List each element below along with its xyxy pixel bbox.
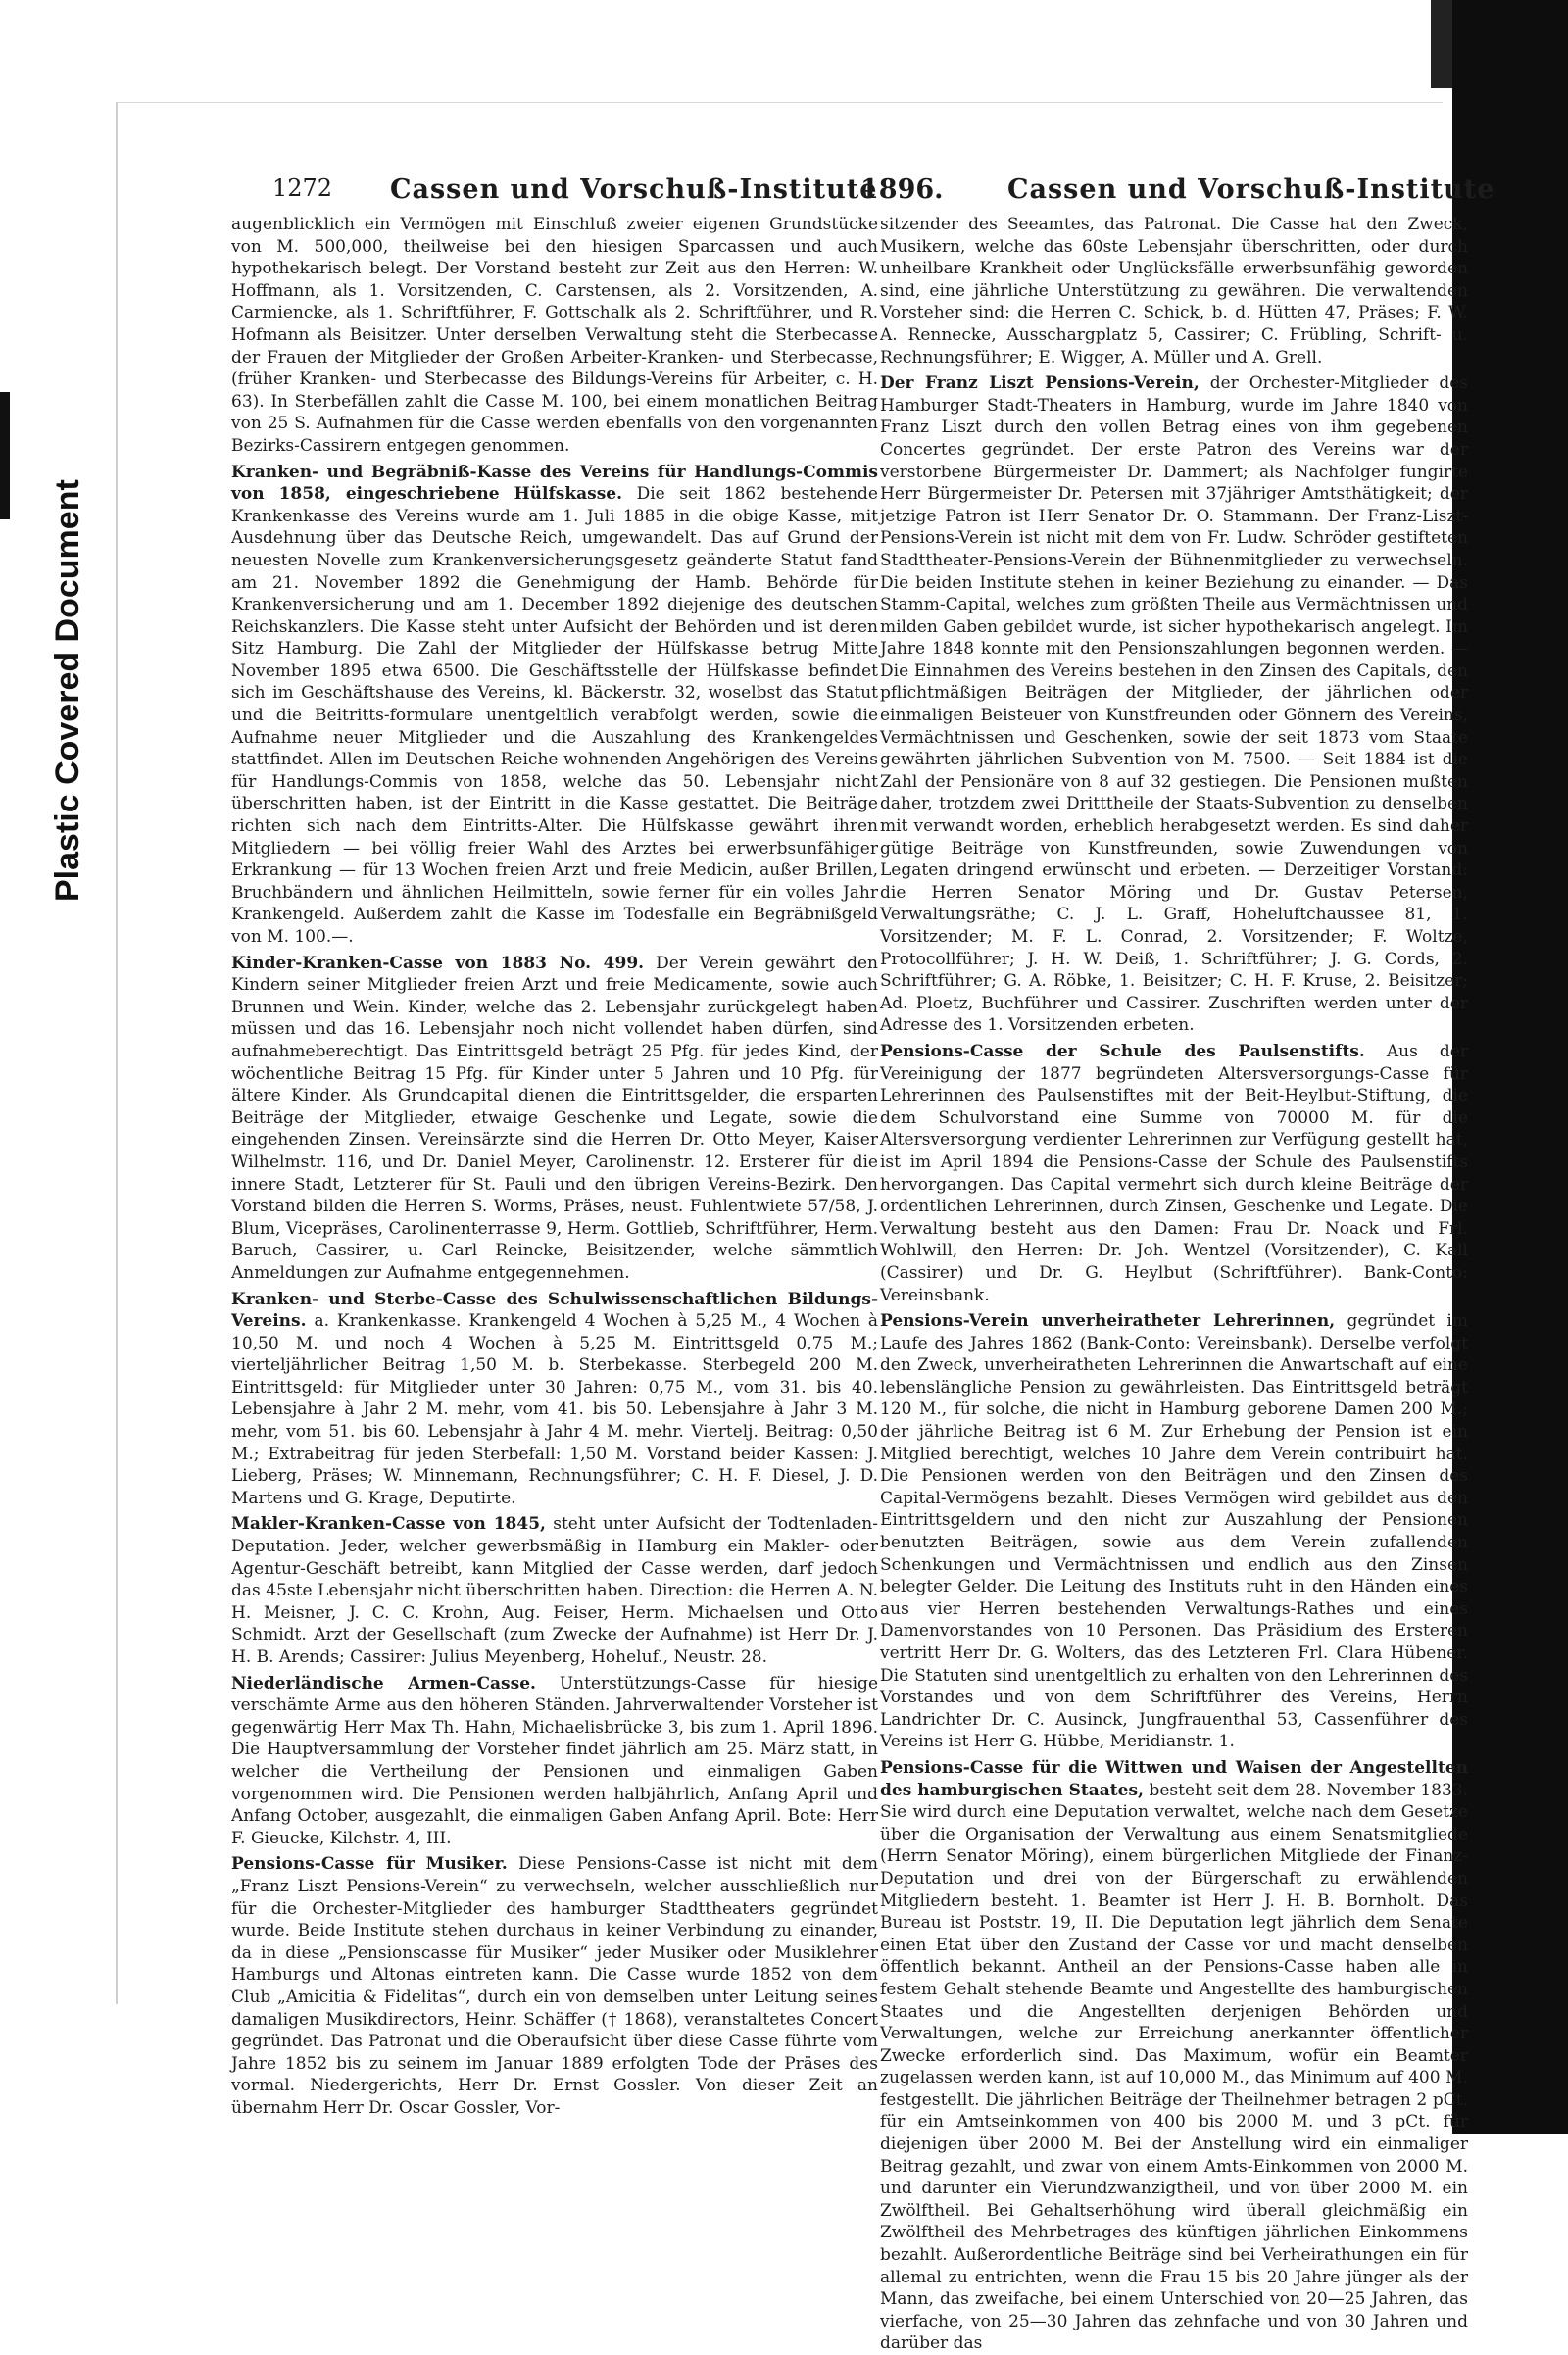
entry — [231, 953, 878, 1285]
entry — [880, 372, 1468, 1037]
right-column — [880, 214, 1469, 2354]
header-year: 1896. — [860, 174, 944, 205]
entry-title: Der Franz Liszt Pensions-Verein, — [880, 373, 1200, 394]
entry-text: a. Krankenkasse. Krankengeld 4 Wochen à 5,25 M., 4 Wochen à 10,50 M. und noch 4 Wochen à 5,25 M. Eintrittsgeld 0,75 M.; vierteljährlicher Beitrag 1,50 M. b. Sterbekasse. Sterbegeld 200 M. Eintrittsgeld: für Mitglieder unter 30 Jahren: 0,75 M., vom 31. bis 40. Lebensjahre à Jahr 2 M. mehr, vom 41. bis 50. Lebensjahre à Jahr 3 M. mehr, vom 51. bis 60. Lebensjahr à Jahr 4 M. mehr. Viertelj. Beitrag: 0,50 M.; Extrabeitrag für jeden Sterbefall: 1,50 M. Vorstand beider Kassen: J. Lieberg, Präses; W. Minnemann, Rechnungsführer; C. H. F. Diesel, J. D. Martens und G. Krage, Deputirte. — [231, 1311, 879, 1508]
entry — [231, 1853, 878, 2119]
entry-text: gegründet im Laufe des Jahres 1862 (Bank-Conto: Vereinsbank). Derselbe verfolgt den Zweck, unverheiratheten Lehrerinnen die Anwartschaft auf eine lebenslängliche Pension zu gewährleisten. Das Eintrittsgeld beträgt 120 M., für solche, die nicht in Hamburg geborene Damen 200 M.; der jährliche Beitrag ist 6 M. Zur Erhebung der Pension ist ein Mitglied berechtigt, welches 10 Jahre dem Verein contribuirt hat. Die Pensionen werden von den Beiträgen und den Zinsen des Capital-Vermögens bezahlt. Dieses Vermögen wird gebildet aus den Eintrittsgeldern und den nicht zur Auszahlung der Pensionen benutzten Beiträgen, sowie aus dem Verein zufallenden Schenkungen und Vermächtnissen und endlich aus den Zinsen belegter Gelder. Die Leitung des Instituts ruht in den Händen eines aus vier Herren bestehenden Verwaltungs-Rathes und eines Damenvorstandes von 10 Personen. Das Präsidium des Ersteren vertritt Herr Dr. G. Wolters, das des Letzteren Frl. Clara Hübener. Die Statuten sind unentgeltlich zu erhalten von den Lehrerinnen des Vorstandes und von dem Schriftführer des Vereins, Herrn Landrichter Dr. C. Ausinck, Jungfrauenthal 53, Cassenführer des Vereins ist Herr G. Hübbe, Meridianstr. 1. — [880, 1311, 1468, 1752]
paragraph-text: sitzender des Seeamtes, das Patronat. Die Casse hat den Zweck, Musikern, welche das 60ste Lebensjahr überschritten, oder durch unheilbare Krankheit oder Unglücksfälle erwerbsunfähig geworden sind, eine jährliche Unterstützung zu gewähren. Die verwaltenden Vorsteher sind: die Herren C. Schick, b. d. Hütten 47, Präses; F. W. A. Rennecke, Ausschargplatz 5, Cassirer; C. Frübling, Schrift- u. Rechnungsführer; E. Wigger, A. Müller und A. Grell. — [880, 215, 1468, 368]
entry-title: Kinder-Kranken-Casse von 1883 No. 499. — [231, 953, 645, 973]
entry-text: Die seit 1862 bestehende Krankenkasse des Vereins wurde am 1. Juli 1885 in die obige Kasse, mit Ausdehnung über das Deutsche Reich, umgewandelt. Das auf Grund der neuesten Novelle zum Krankenversicherungsgesetz geänderte Statut fand am 21. November 1892 die Genehmigung der Hamb. Behörde für Krankenversicherung und am 1. December 1892 diejenige des deutschen Reichskanzlers. Die Kasse steht unter Aufsicht der Behörden und ist deren Sitz Hamburg. Die Zahl der Mitglieder der Hülfskasse betrug Mitte November 1895 etwa 6500. Die Geschäftsstelle der Hülfskasse befindet sich im Geschäftshause des Vereins, kl. Bäckerstr. 32, woselbst das Statut und die Beitritts-formulare unentgeltlich verabfolgt werden, sowie die Aufnahme neuer Mitglieder und die Auszahlung des Krankengeldes stattfindet. Allen im Deutschen Reiche wohnenden Angehörigen des Vereins für Handlungs-Commis von 1858, welche das 50. Lebensjahr nicht überschritten haben, ist der Eintritt in die Kasse gestattet. Die Beiträge richten sich nach dem Eintritts-Alter. Die Hülfskasse gewährt ihren Mitgliedern — bei völlig freier Wahl des Arztes bei erwerbsunfähiger Erkrankung — für 13 Wochen freien Arzt und freie Medicin, außer Brillen, Bruchbändern und ähnlichen Heilmitteln, sowie ferner für ein volles Jahr Krankengeld. Außerdem zahlt die Kasse im Todesfalle ein Begräbnißgeld von M. 100.—. — [231, 484, 878, 947]
entry-title: Niederländische Armen-Casse. — [231, 1673, 536, 1693]
entry-title: Makler-Kranken-Casse von 1845, — [231, 1514, 546, 1535]
paragraph — [231, 214, 878, 458]
paragraph — [880, 214, 1468, 368]
entry-text: steht unter Aufsicht der Todtenladen-Deputation. Jeder, welcher gewerbsmäßig in Hamburg ein Makler- oder Agentur-Geschäft betreibt, kann Mitglied der Casse werden, darf jedoch das 45ste Lebensjahr nicht überschritten haben. Direction: die Herren A. N. H. Meisner, J. C. C. Krohn, Aug. Feiser, Herm. Michaelsen und Otto Schmidt. Arzt der Gesellschaft (zum Zwecke der Aufnahme) ist Herr Dr. J. H. B. Arends; Cassirer: Julius Meyenberg, Hoheluf., Neustr. 28. — [231, 1514, 878, 1667]
entry-title: Pensions-Casse der Schule des Paulsenstifts. — [880, 1041, 1365, 1061]
entry — [231, 1289, 878, 1510]
entry — [231, 1513, 878, 1668]
side-label-text: Plastic Covered Document — [49, 479, 86, 902]
paragraph-text: augenblicklich ein Vermögen mit Einschluß zweier eigenen Grundstücke von M. 500,000, theilweise bei den hiesigen Sparcassen und auch hypothekarisch belegt. Der Vorstand besteht zur Zeit aus den Herren: W. Hoffmann, als 1. Vorsitzenden, C. Carstensen, als 2. Vorsitzenden, A. Carmiencke, als 1. Schriftführer, F. Gottschalk als 2. Schriftführer, und R. Hofmann als Beisitzer. Unter derselben Verwaltung steht die Sterbecasse der Frauen der Mitglieder der Großen Arbeiter-Kranken- und Sterbecasse, (früher Kranken- und Sterbecasse des Bildungs-Vereins für Arbeiter, c. H. 63). In Sterbefällen zahlt die Casse M. 100, bei einem monatlichen Beitrag von 25 S. Aufnahmen für die Casse werden ebenfalls von den vorgenannten Bezirks-Cassirern entgegen genommen. — [231, 215, 878, 456]
entry — [880, 1041, 1468, 1306]
entry-text: Diese Pensions-Casse ist nicht mit dem „Franz Liszt Pensions-Verein“ zu verwechseln, welcher ausschließlich nur für die Orchester-Mitglieder des hamburger Stadttheaters gegründet wurde. Beide Institute stehen durchaus in keiner Verbindung zu einander, da in diese „Pensionscasse für Musiker“ jeder Musiker oder Musiklehrer Hamburgs und Altonas eintreten kann. Die Casse wurde 1852 von dem Club „Amicitia & Fidelitas“, durch ein von demselben unter Leitung seines damaligen Musikdirectors, Heinr. Schäffer († 1868), veranstaltetes Concert gegründet. Das Patronat und die Oberaufsicht über diese Casse führte vom Jahre 1852 bis zu seinem im Januar 1889 erfolgten Tode der Präses des vormal. Niedergerichts, Herr Dr. Ernst Gossler. Von dieser Zeit an übernahm Herr Dr. Oscar Gossler, Vor- — [231, 1854, 878, 2118]
entry-text: Der Verein gewährt den Kindern seiner Mitglieder freien Arzt und freie Medicamente, sowie auch Brunnen und Wein. Kinder, welche das 2. Lebensjahr zurückgelegt haben müssen und das 16. Lebensjahr noch nicht vollendet haben dürfen, sind aufnahmeberechtigt. Das Eintrittsgeld beträgt 25 Pfg. für jedes Kind, der wöchentliche Beitrag 15 Pfg. für Kinder unter 5 Jahren und 10 Pfg. für ältere Kinder. Als Grundcapital dienen die Eintrittsgelder, die ersparten Beiträge der Mitglieder, etwaige Geschenke und Legate, sowie die eingehenden Zinsen. Vereinsärzte sind die Herren Dr. Otto Meyer, Kaiser Wilhelmstr. 116, und Dr. Daniel Meyer, Carolinenstr. 12. Ersterer für die innere Stadt, Letzterer für St. Pauli und den übrigen Vereins-Bezirk. Den Vorstand bilden die Herren S. Worms, Präses, neust. Fuhlentwiete 57/58, J. Blum, Vicepräses, Carolinenterrasse 9, Herm. Gottlieb, Schriftführer, Herm. Baruch, Cassirer, u. Carl Reincke, Beisitzender, welche sämmtlich Anmeldungen zur Aufnahme entgegennehmen. — [231, 953, 878, 1283]
page-number: 1272 — [272, 174, 333, 202]
entry — [231, 1673, 878, 1850]
page-header — [157, 174, 1495, 214]
header-left-title: Cassen und Vorschuß-Institute — [390, 174, 878, 205]
entry-title: Pensions-Casse für Musiker. — [231, 1854, 508, 1875]
entry-title: Kranken- und Begräbniß-Kasse des Vereins für Handlungs-Commis von 1858, eingeschriebene Hülfskasse. — [231, 462, 878, 505]
entry-title: Pensions-Verein unverheiratheter Lehrerinnen, — [880, 1311, 1336, 1332]
scan-border-top — [1431, 0, 1452, 88]
entry — [880, 1310, 1468, 1753]
entry-title: Kranken- und Sterbe-Casse des Schulwissenschaftlichen Bildungs-Vereins. — [231, 1289, 878, 1332]
entry — [880, 1757, 1468, 2355]
entry-text: besteht seit dem 28. November 1833. Sie wird durch eine Deputation verwaltet, welche nach dem Gesetze über die Organisation der Verwaltung aus einem Senatsmitgliede (Herrn Senator Möring), einem bürgerlichen Mitgliede der Finanz-Deputation und drei von der Bürgerschaft zu erwählenden Mitgliedern besteht. 1. Beamter ist Herr J. H. B. Bornholt. Das Bureau ist Poststr. 19, II. Die Deputation legt jährlich dem Senate einen Etat über den Zustand der Casse vor und macht denselben öffentlich bekannt. Antheil an der Pensions-Casse haben alle in festem Gehalt stehende Beamte und Angestellte des hamburgischen Staates und die Angestellten derjenigen Behörden und Verwaltungen, welche zur Erreichung anerkannter öffentlicher Zwecke erforderlich sind. Das Maximum, wofür ein Beamter zugelassen werden kann, ist auf 10,000 M., das Minimum auf 400 M. festgestellt. Die jährlichen Beiträge der Theilnehmer betragen 2 pCt. für ein Amtseinkommen von 400 bis 2000 M. und 3 pCt. für diejenigen über 2000 M. Bei der Anstellung wird ein einmaliger Beitrag gezahlt, und zwar von einem Amts-Einkommen von 2000 M. und darunter ein Vierundzwanzigtheil, und von über 2000 M. ein Zwölftheil. Bei Gehaltserhöhung wird überall gleichmäßig ein Zwölftheil des Mehrbetrages des künftigen jährlichen Einkommens bezahlt. Außerordentliche Beiträge sind bei Verheirathungen ein für allemal zu entrichten, wenn die Frau 15 bis 20 Jahre jünger als der Mann, das zweifache, bei einem Unterschied von 20—25 Jahren, das vierfache, von 25—30 Jahren das zehnfache und von 30 Jahren und darüber das — [880, 1780, 1468, 2354]
left-column — [231, 214, 879, 2118]
header-right-title: Cassen und Vorschuß-Institute — [1007, 174, 1495, 205]
entry-title: Pensions-Casse für die Wittwen und Waisen der Angestellten des hamburgischen Staates, — [880, 1757, 1468, 1800]
entry-text: Unterstützungs-Casse für hiesige verschämte Arme aus den höheren Ständen. Jahrverwaltender Vorsteher ist gegenwärtig Herr Max Th. Hahn, Michaelisbrücke 3, bis zum 1. April 1896. Die Hauptversammlung der Vorsteher findet jährlich am 25. März statt, in welcher die Vertheilung der Pensionen und einmaligen Gaben vorgenommen wird. Die Pensionen werden halbjährlich, Anfang April und Anfang October, ausgezahlt, die einmaligen Gaben Anfang April. Bote: Herr F. Gieucke, Kilchstr. 4, III. — [231, 1673, 879, 1848]
scan-border-right — [1452, 0, 1568, 2134]
side-label — [6, 59, 114, 921]
entry — [231, 462, 878, 949]
entry-text: Aus der Vereinigung der 1877 begründeten Altersversorgungs-Casse für Lehrerinnen des Paulsenstiftes mit der Beit-Heylbut-Stiftung, die dem Schulvorstand eine Summe von 70000 M. für die Altersversorgung verdienter Lehrerinnen zur Verfügung gestellt hat, ist im April 1894 die Pensions-Casse der Schule des Paulsenstifts hervorgangen. Das Capital vermehrt sich durch kleine Beiträge der ordentlichen Lehrerinnen, durch Zinsen, Geschenke und Legate. Die Verwaltung besteht aus den Damen: Frau Dr. Noack und Frl. Wohlwill, den Herren: Dr. Joh. Wentzel (Vorsitzender), C. Kall (Cassirer) und Dr. G. Heylbut (Schriftführer). Bank-Conto: Vereinsbank. — [880, 1041, 1468, 1305]
entry-text: der Orchester-Mitglieder des Hamburger Stadt-Theaters in Hamburg, wurde im Jahre 1840 von Franz Liszt durch den vollen Betrag eines von ihm gegebenen Concertes gegründet. Der erste Patron des Vereins war der verstorbene Bürgermeister Dr. Dammert; als Nachfolger fungirte Herr Bürgermeister Dr. Petersen mit 37jähriger Amtsthätigkeit; der jetzige Patron ist Herr Senator Dr. O. Stammann. Der Franz-Liszt-Pensions-Verein ist nicht mit dem von Fr. Ludw. Schröder gestifteten Stadttheater-Pensions-Verein der Bühnenmitglieder zu verwechseln. Die beiden Institute stehen in keiner Beziehung zu einander. — Das Stamm-Capital, welches zum größten Theile aus Vermächtnissen und milden Gaben gebildet wurde, ist sicher hypothekarisch angelegt. Im Jahre 1848 konnte mit den Pensionszahlungen begonnen werden. — Die Einnahmen des Vereins bestehen in den Zinsen des Capitals, den pflichtmäßigen Beiträgen der Mitglieder, der jährlichen oder einmaligen Beisteuer von Kunstfreunden oder Gönnern des Vereins, Vermächtnissen und Geschenken, sowie der seit 1873 vom Staate gewährten jährlichen Subvention von M. 7500. — Seit 1884 ist die Zahl der Pensionäre von 8 auf 32 gestiegen. Die Pensionen mußten daher, trotzdem zwei Dritttheile der Staats-Subvention zu denselben mit verwandt worden, erheblich herabgesetzt werden. Es sind daher gütige Beiträge von Kunstfreunden, sowie Zuwendungen von Legaten dringend erwünscht und erbeten. — Derzeitiger Vorstand: die Herren Senator Möring und Dr. Gustav Petersen, Verwaltungsräthe; C. J. L. Graff, Hoheluftchaussee 81, 1. Vorsitzender; M. F. L. Conrad, 2. Vorsitzender; F. Woltze, Protocollführer; J. H. W. Deiß, 1. Schriftführer; J. G. Cords, 2. Schriftführer; G. A. Röbke, 1. Beisitzer; C. H. F. Kruse, 2. Beisitzer; Ad. Ploetz, Buchführer und Cassirer. Zuschriften werden unter der Adresse des 1. Vorsitzenden erbeten. — [880, 373, 1469, 1036]
